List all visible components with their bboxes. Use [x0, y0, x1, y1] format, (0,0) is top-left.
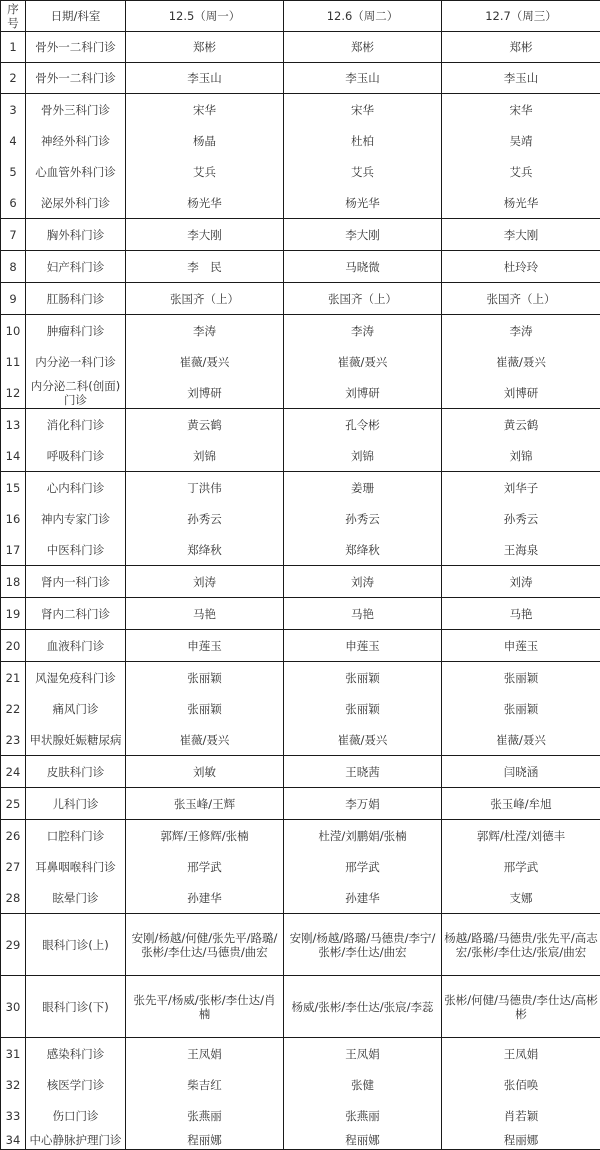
doctor-cell-day3: 张丽颖 [442, 662, 600, 694]
department-cell: 儿科门诊 [26, 788, 126, 820]
row-number: 31 [1, 1038, 26, 1070]
doctor-cell-day2: 王晓茜 [284, 756, 442, 788]
header-day3: 12.7（周三） [442, 1, 600, 32]
doctor-cell-day1: 张燕丽 [126, 1100, 284, 1131]
doctor-cell-day3: 宋华 [442, 94, 600, 126]
doctor-cell-day1: 张国齐（上） [126, 283, 284, 315]
doctor-cell-day1: 邢学武 [126, 851, 284, 882]
doctor-cell-day3: 王海泉 [442, 534, 600, 566]
doctor-cell-day2: 艾兵 [284, 156, 442, 187]
doctor-cell-day2: 李大刚 [284, 219, 442, 251]
table-row [1, 1100, 600, 1131]
doctor-cell-day3: 李大刚 [442, 219, 600, 251]
doctor-cell-day1: 丁洪伟 [126, 472, 284, 504]
doctor-cell-day1: 张玉峰/王辉 [126, 788, 284, 820]
department-cell: 消化科门诊 [26, 409, 126, 441]
row-number: 9 [1, 283, 26, 315]
doctor-cell-day3: 吴靖 [442, 125, 600, 156]
department-cell: 骨外一二科门诊 [26, 32, 126, 63]
row-number: 22 [1, 693, 26, 724]
row-number: 13 [1, 409, 26, 441]
doctor-cell-day3: 肖若颖 [442, 1100, 600, 1131]
table-row [1, 32, 600, 63]
row-number: 18 [1, 566, 26, 598]
doctor-cell-day3: 李涛 [442, 315, 600, 347]
table-row [1, 756, 600, 788]
doctor-cell-day1: 刘锦 [126, 440, 284, 472]
table-row [1, 315, 600, 347]
department-cell: 胸外科门诊 [26, 219, 126, 251]
row-number: 2 [1, 63, 26, 94]
row-number: 10 [1, 315, 26, 347]
doctor-cell-day1: 艾兵 [126, 156, 284, 187]
department-cell: 耳鼻咽喉科门诊 [26, 851, 126, 882]
table-row [1, 63, 600, 94]
row-number: 8 [1, 251, 26, 283]
doctor-cell-day1: 孙建华 [126, 882, 284, 914]
doctor-cell-day2: 刘锦 [284, 440, 442, 472]
department-cell: 骨外一二科门诊 [26, 63, 126, 94]
department-cell: 眩晕门诊 [26, 882, 126, 914]
doctor-cell-day3: 黄云鹤 [442, 409, 600, 441]
doctor-cell-day3: 崔薇/聂兴 [442, 346, 600, 377]
department-cell: 感染科门诊 [26, 1038, 126, 1070]
doctor-cell-day1: 王凤娟 [126, 1038, 284, 1070]
table-row [1, 377, 600, 409]
doctor-cell-day2: 张国齐（上） [284, 283, 442, 315]
row-number: 7 [1, 219, 26, 251]
doctor-cell-day2: 邢学武 [284, 851, 442, 882]
doctor-cell-day1: 宋华 [126, 94, 284, 126]
doctor-cell-day3: 刘锦 [442, 440, 600, 472]
department-cell: 肾内二科门诊 [26, 598, 126, 630]
doctor-cell-day3: 王凤娟 [442, 1038, 600, 1070]
department-cell: 核医学门诊 [26, 1069, 126, 1100]
doctor-cell-day2: 姜珊 [284, 472, 442, 504]
doctor-cell-day1: 马艳 [126, 598, 284, 630]
doctor-cell-day3: 李玉山 [442, 63, 600, 94]
row-number: 19 [1, 598, 26, 630]
row-number: 3 [1, 94, 26, 126]
doctor-cell-day3: 崔薇/聂兴 [442, 724, 600, 756]
doctor-cell-day2: 刘涛 [284, 566, 442, 598]
header-day1: 12.5（周一） [126, 1, 284, 32]
doctor-cell-day2: 李玉山 [284, 63, 442, 94]
doctor-cell-day1: 郭辉/王修辉/张楠 [126, 820, 284, 852]
doctor-cell-day2: 杜滢/刘鹏娟/张楠 [284, 820, 442, 852]
table-row [1, 251, 600, 283]
department-cell: 眼科门诊(上) [26, 914, 126, 976]
doctor-cell-day3: 申莲玉 [442, 630, 600, 662]
doctor-cell-day2: 申莲玉 [284, 630, 442, 662]
doctor-cell-day2: 安刚/杨越/路璐/马德贵/李宁/张彬/李仕达/曲宏 [284, 914, 442, 976]
doctor-cell-day1: 张丽颖 [126, 693, 284, 724]
row-number: 4 [1, 125, 26, 156]
doctor-cell-day3: 刘涛 [442, 566, 600, 598]
doctor-cell-day1: 杨光华 [126, 187, 284, 219]
doctor-cell-day2: 王凤娟 [284, 1038, 442, 1070]
department-cell: 风湿免疫科门诊 [26, 662, 126, 694]
doctor-cell-day1: 张先平/杨威/张彬/李仕达/肖楠 [126, 976, 284, 1038]
doctor-cell-day1: 李玉山 [126, 63, 284, 94]
table-row [1, 598, 600, 630]
row-number: 14 [1, 440, 26, 472]
doctor-cell-day3: 张彬/何健/马德贵/李仕达/高彬彬 [442, 976, 600, 1038]
table-row [1, 125, 600, 156]
doctor-cell-day1: 崔薇/聂兴 [126, 724, 284, 756]
department-cell: 肾内一科门诊 [26, 566, 126, 598]
doctor-cell-day2: 马晓微 [284, 251, 442, 283]
doctor-cell-day2: 刘博研 [284, 377, 442, 409]
doctor-cell-day2: 程丽娜 [284, 1131, 442, 1150]
row-number: 12 [1, 377, 26, 409]
doctor-cell-day3: 孙秀云 [442, 503, 600, 534]
department-cell: 口腔科门诊 [26, 820, 126, 852]
doctor-cell-day2: 马艳 [284, 598, 442, 630]
doctor-cell-day2: 孙建华 [284, 882, 442, 914]
doctor-cell-day2: 张丽颖 [284, 693, 442, 724]
doctor-cell-day3: 马艳 [442, 598, 600, 630]
doctor-cell-day2: 张燕丽 [284, 1100, 442, 1131]
header-day2: 12.6（周二） [284, 1, 442, 32]
department-cell: 皮肤科门诊 [26, 756, 126, 788]
table-row [1, 851, 600, 882]
doctor-cell-day2: 李万娟 [284, 788, 442, 820]
doctor-cell-day2: 郑绛秋 [284, 534, 442, 566]
doctor-cell-day2: 郑彬 [284, 32, 442, 63]
department-cell: 中医科门诊 [26, 534, 126, 566]
table-row [1, 976, 600, 1038]
row-number: 28 [1, 882, 26, 914]
doctor-cell-day1: 刘涛 [126, 566, 284, 598]
table-row [1, 472, 600, 504]
doctor-cell-day1: 刘敏 [126, 756, 284, 788]
department-cell: 肛肠科门诊 [26, 283, 126, 315]
row-number: 23 [1, 724, 26, 756]
row-number: 11 [1, 346, 26, 377]
department-cell: 眼科门诊(下) [26, 976, 126, 1038]
doctor-cell-day2: 李涛 [284, 315, 442, 347]
row-number: 29 [1, 914, 26, 976]
department-cell: 肿瘤科门诊 [26, 315, 126, 347]
doctor-cell-day3: 张国齐（上） [442, 283, 600, 315]
table-row [1, 724, 600, 756]
doctor-cell-day1: 杨晶 [126, 125, 284, 156]
table-row [1, 820, 600, 852]
doctor-cell-day3: 杨越/路璐/马德贵/张先平/高志宏/张彬/李仕达/张宸/曲宏 [442, 914, 600, 976]
row-number: 33 [1, 1100, 26, 1131]
table-row [1, 566, 600, 598]
doctor-cell-day3: 支娜 [442, 882, 600, 914]
doctor-cell-day1: 李涛 [126, 315, 284, 347]
header-row [1, 1, 600, 32]
doctor-cell-day1: 程丽娜 [126, 1131, 284, 1150]
doctor-cell-day1: 郑绛秋 [126, 534, 284, 566]
doctor-cell-day2: 杨光华 [284, 187, 442, 219]
doctor-cell-day2: 张丽颖 [284, 662, 442, 694]
department-cell: 神经外科门诊 [26, 125, 126, 156]
table-row [1, 1069, 600, 1100]
table-row [1, 662, 600, 694]
table-row [1, 440, 600, 472]
department-cell: 呼吸科门诊 [26, 440, 126, 472]
table-row [1, 94, 600, 126]
row-number: 20 [1, 630, 26, 662]
table-row [1, 346, 600, 377]
department-cell: 伤口门诊 [26, 1100, 126, 1131]
doctor-cell-day1: 黄云鹤 [126, 409, 284, 441]
department-cell: 心内科门诊 [26, 472, 126, 504]
doctor-cell-day3: 闫晓涵 [442, 756, 600, 788]
table-row [1, 630, 600, 662]
department-cell: 泌尿外科门诊 [26, 187, 126, 219]
table-row [1, 882, 600, 914]
doctor-cell-day1: 李 民 [126, 251, 284, 283]
row-number: 32 [1, 1069, 26, 1100]
department-cell: 中心静脉护理门诊 [26, 1131, 126, 1150]
doctor-cell-day1: 张丽颖 [126, 662, 284, 694]
doctor-cell-day3: 邢学武 [442, 851, 600, 882]
doctor-cell-day3: 张玉峰/牟旭 [442, 788, 600, 820]
table-row [1, 788, 600, 820]
department-cell: 痛风门诊 [26, 693, 126, 724]
doctor-cell-day2: 孙秀云 [284, 503, 442, 534]
row-number: 27 [1, 851, 26, 882]
row-number: 1 [1, 32, 26, 63]
doctor-cell-day1: 崔薇/聂兴 [126, 346, 284, 377]
table-row [1, 219, 600, 251]
row-number: 16 [1, 503, 26, 534]
table-row [1, 187, 600, 219]
doctor-cell-day2: 崔薇/聂兴 [284, 724, 442, 756]
doctor-cell-day1: 刘博研 [126, 377, 284, 409]
doctor-cell-day2: 杨威/张彬/李仕达/张宸/李蕊 [284, 976, 442, 1038]
doctor-cell-day2: 崔薇/聂兴 [284, 346, 442, 377]
doctor-cell-day3: 刘博研 [442, 377, 600, 409]
doctor-cell-day3: 程丽娜 [442, 1131, 600, 1150]
doctor-cell-day3: 郭辉/杜滢/刘德丰 [442, 820, 600, 852]
department-cell: 血液科门诊 [26, 630, 126, 662]
doctor-cell-day1: 李大刚 [126, 219, 284, 251]
doctor-cell-day1: 柴吉红 [126, 1069, 284, 1100]
row-number: 24 [1, 756, 26, 788]
table-row [1, 693, 600, 724]
table-row [1, 409, 600, 441]
department-cell: 心血管外科门诊 [26, 156, 126, 187]
doctor-cell-day1: 申莲玉 [126, 630, 284, 662]
doctor-cell-day3: 艾兵 [442, 156, 600, 187]
row-number: 6 [1, 187, 26, 219]
department-cell: 神内专家门诊 [26, 503, 126, 534]
row-number: 30 [1, 976, 26, 1038]
doctor-cell-day2: 孔令彬 [284, 409, 442, 441]
department-cell: 内分泌二科(创面)门诊 [26, 377, 126, 409]
row-number: 34 [1, 1131, 26, 1150]
doctor-cell-day3: 杨光华 [442, 187, 600, 219]
doctor-cell-day1: 孙秀云 [126, 503, 284, 534]
table-row [1, 283, 600, 315]
doctor-cell-day2: 宋华 [284, 94, 442, 126]
doctor-cell-day2: 杜柏 [284, 125, 442, 156]
row-number: 26 [1, 820, 26, 852]
department-cell: 甲状腺妊娠糖尿病 [26, 724, 126, 756]
table-row [1, 1038, 600, 1070]
department-cell: 内分泌一科门诊 [26, 346, 126, 377]
header-dept: 日期/科室 [26, 1, 126, 32]
doctor-cell-day3: 张佰唤 [442, 1069, 600, 1100]
department-cell: 骨外三科门诊 [26, 94, 126, 126]
table-row [1, 534, 600, 566]
row-number: 5 [1, 156, 26, 187]
table-row [1, 156, 600, 187]
row-number: 21 [1, 662, 26, 694]
table-row [1, 914, 600, 976]
table-row [1, 1131, 600, 1150]
department-cell: 妇产科门诊 [26, 251, 126, 283]
doctor-cell-day3: 刘华子 [442, 472, 600, 504]
doctor-cell-day3: 郑彬 [442, 32, 600, 63]
header-num: 序号 [1, 1, 26, 32]
doctor-cell-day1: 安刚/杨越/何健/张先平/路璐/张彬/李仕达/马德贵/曲宏 [126, 914, 284, 976]
doctor-cell-day2: 张健 [284, 1069, 442, 1100]
doctor-cell-day1: 郑彬 [126, 32, 284, 63]
doctor-cell-day3: 张丽颖 [442, 693, 600, 724]
doctor-cell-day3: 杜玲玲 [442, 251, 600, 283]
row-number: 25 [1, 788, 26, 820]
table-row [1, 503, 600, 534]
row-number: 17 [1, 534, 26, 566]
row-number: 15 [1, 472, 26, 504]
